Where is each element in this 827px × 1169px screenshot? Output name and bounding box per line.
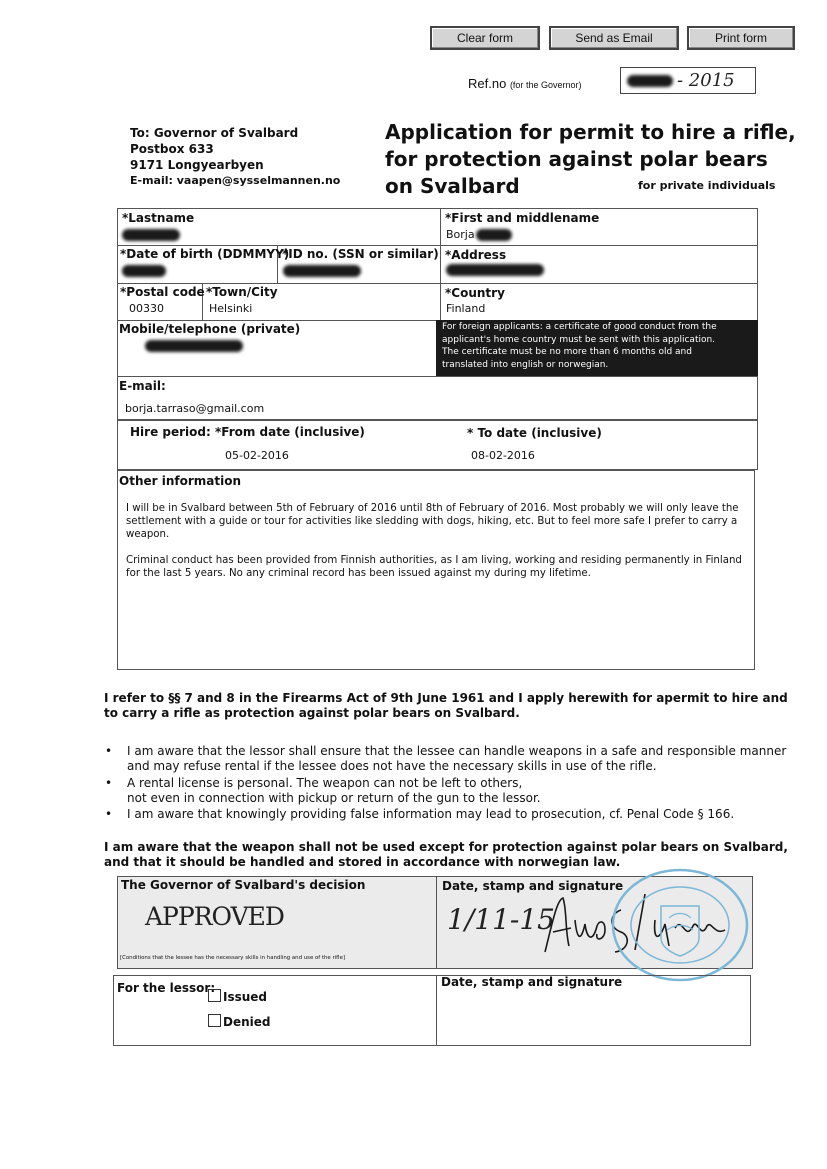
bullet-icon: • bbox=[105, 776, 113, 790]
id-label-text: *ID no. (SSN or similar) bbox=[282, 247, 439, 261]
addressee-line-1: To: Governor of Svalbard bbox=[130, 126, 299, 140]
print-form-button[interactable]: Print form bbox=[687, 26, 795, 50]
foreign-note-text: For foreign applicants: a certificate of good conduct from the applicant's home country must be sent with this application. The certificate must be no more than 6 months old and translated into english or norwegian. bbox=[442, 322, 717, 370]
row-divider bbox=[117, 376, 758, 377]
title-subtitle: for private individuals bbox=[638, 179, 776, 192]
declaration-bullet-3: I am aware that knowingly providing false information may lead to prosecution, cf. Penal Code § 166. bbox=[127, 807, 735, 821]
issued-checkbox[interactable] bbox=[208, 989, 267, 1004]
denied-checkbox-box[interactable] bbox=[208, 1014, 221, 1027]
dob-field[interactable] bbox=[122, 265, 166, 277]
lastname-label: *Lastname bbox=[122, 211, 195, 225]
foreign-applicant-note bbox=[436, 320, 758, 376]
redacted-middlename bbox=[476, 229, 512, 241]
ref-number-value: - 2015 bbox=[677, 70, 735, 91]
ref-label-text: Ref.no bbox=[468, 76, 507, 91]
from-date-label: *From date (inclusive) bbox=[215, 425, 365, 439]
address-label: *Address bbox=[445, 248, 507, 262]
email-label: E-mail: bbox=[119, 379, 166, 393]
declaration-bullet-2b: not even in connection with pickup or return of the gun to the lessor. bbox=[127, 791, 541, 805]
row-divider bbox=[117, 245, 758, 246]
title-line-3: on Svalbard bbox=[385, 174, 520, 198]
country-field[interactable]: Finland bbox=[446, 302, 486, 315]
dob-label: *Date of birth (DDMMYY) bbox=[120, 247, 290, 261]
firstname-label: *First and middlename bbox=[445, 211, 600, 225]
lessor-date-label: Date, stamp and signature bbox=[441, 975, 623, 989]
to-date-field[interactable]: 08-02-2016 bbox=[471, 449, 535, 462]
redacted-ref bbox=[627, 75, 673, 87]
addressee-line-4: E-mail: vaapen@sysselmannen.no bbox=[130, 174, 341, 187]
ref-number-field[interactable] bbox=[620, 67, 756, 94]
issued-label: Issued bbox=[223, 990, 268, 1004]
address-field[interactable] bbox=[446, 264, 544, 276]
id-field[interactable] bbox=[283, 265, 361, 277]
town-label: *Town/City bbox=[206, 285, 278, 299]
country-label: *Country bbox=[445, 286, 505, 300]
official-stamp bbox=[609, 866, 751, 984]
ref-label bbox=[468, 76, 581, 91]
hire-period-section bbox=[117, 420, 758, 470]
bullet-icon: • bbox=[105, 807, 113, 821]
title-line-1: Application for permit to hire a rifle, bbox=[385, 120, 796, 144]
email-field[interactable]: borja.tarraso@gmail.com bbox=[125, 402, 265, 415]
other-information-label: Other information bbox=[119, 474, 241, 488]
bullet-icon: • bbox=[105, 744, 113, 758]
addressee-line-3: 9171 Longyearbyen bbox=[130, 158, 264, 172]
other-info-paragraph-2: Criminal conduct has been provided from Finnish authorities, as I am living, working and residing permanently in Finland for the last 5 years. No any criminal record has been issued against my during my lifetime. bbox=[126, 555, 742, 579]
declaration-intro: I refer to §§ 7 and 8 in the Firearms Act of 9th June 1961 and I apply herewith for apermit to hire and to carry a rifle as protection against polar bears on Svalbard. bbox=[104, 691, 788, 720]
lastname-field[interactable] bbox=[122, 229, 180, 241]
other-info-paragraph-1: I will be in Svalbard between 5th of February of 2016 until 8th of February of 2016. Most probably we will only leave the settlement with a guide or tour for activities like sledding with dogs, hiking, etc. But to feel more safe I prefer to carry a weapon. bbox=[126, 503, 739, 540]
to-date-label: * To date (inclusive) bbox=[467, 426, 602, 440]
send-as-email-button[interactable]: Send as Email bbox=[549, 26, 679, 50]
addressee-block bbox=[130, 125, 340, 189]
mobile-field[interactable] bbox=[145, 340, 243, 352]
addressee-line-2: Postbox 633 bbox=[130, 142, 214, 156]
from-date-field[interactable]: 05-02-2016 bbox=[225, 449, 289, 462]
town-field[interactable]: Helsinki bbox=[209, 302, 253, 315]
ref-sub-label: (for the Governor) bbox=[509, 80, 582, 90]
issued-checkbox-box[interactable] bbox=[208, 989, 221, 1002]
declaration-bullet-1: I am aware that the lessor shall ensure that the lessee can handle weapons in a safe and responsible manner and may refuse rental if the lessee does not have the necessary skills in use of the rifle. bbox=[127, 744, 787, 773]
col-divider bbox=[436, 876, 437, 969]
title-line-2: for protection against polar bears bbox=[385, 147, 768, 171]
firstname-field[interactable]: Borja bbox=[446, 228, 475, 241]
decision-date-label: Date, stamp and signature bbox=[442, 879, 624, 893]
postal-code-field[interactable]: 00330 bbox=[129, 302, 164, 315]
hire-period-label: Hire period: bbox=[130, 425, 211, 439]
decision-date-field[interactable]: 1/11-15 bbox=[447, 903, 555, 936]
col-divider bbox=[436, 975, 437, 1046]
decision-label: The Governor of Svalbard's decision bbox=[121, 878, 366, 892]
denied-checkbox[interactable] bbox=[208, 1014, 270, 1029]
row-divider bbox=[117, 283, 758, 284]
decision-conditions-note: [Conditions that the lessee has the necessary skills in handling and use of the rifle] bbox=[120, 955, 345, 961]
denied-label: Denied bbox=[223, 1015, 271, 1029]
decision-field[interactable]: APPROVED bbox=[145, 902, 284, 931]
mobile-label: Mobile/telephone (private) bbox=[119, 322, 301, 336]
lessor-label: For the lessor: bbox=[117, 981, 216, 995]
declaration-bullet-2a: A rental license is personal. The weapon can not be left to others, bbox=[127, 776, 523, 790]
other-information-field[interactable] bbox=[126, 502, 746, 580]
id-label bbox=[282, 247, 439, 261]
declaration-closing: I am aware that the weapon shall not be used except for protection against polar bears on Svalbard, and that it should be handled and stored in accordance with norwegian law. bbox=[104, 840, 788, 869]
postal-code-label: *Postal code bbox=[120, 285, 205, 299]
clear-form-button[interactable]: Clear form bbox=[430, 26, 540, 50]
